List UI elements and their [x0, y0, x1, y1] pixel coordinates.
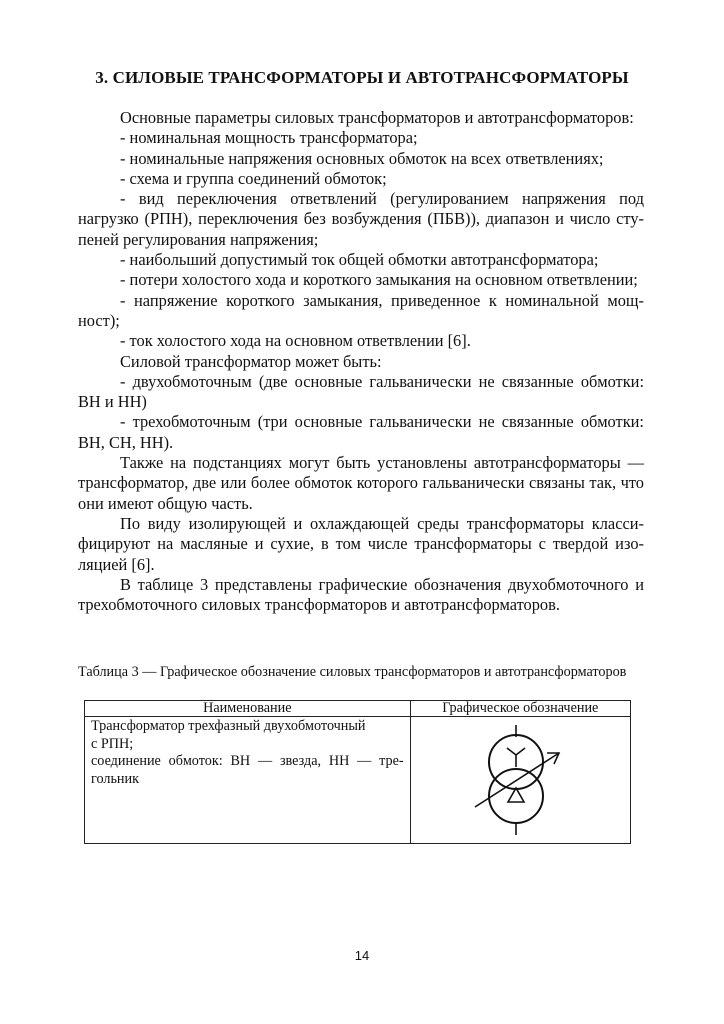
- paragraph: - напряжение короткого замыкания, приведенное к номинальной мощност);: [78, 290, 644, 330]
- column-header-name: Наименование: [85, 701, 411, 717]
- paragraph: Основные параметры силовых трансформаторов и автотрансформаторов:: [120, 108, 634, 127]
- paragraph: - трехобмоточным (три основные гальванически не связанные обмотки: ВН, СН, НН).: [78, 412, 644, 452]
- name-line: с РПН;: [91, 735, 134, 752]
- paragraph: - номинальная мощность трансформатора;: [120, 128, 418, 148]
- transformer-symbols-table: [84, 700, 631, 844]
- paragraph: - ток холостого хода на основном ответвлении [6].: [120, 331, 471, 351]
- paragraph: - двухобмоточным (две основные гальванически не связанные обмотки: ВН и НН): [78, 371, 644, 412]
- paragraph: - наибольший допустимый ток общей обмотки автотрансформатора;: [120, 250, 599, 270]
- table-row: [85, 717, 631, 844]
- name-cell: [85, 717, 411, 844]
- name-line: соединение обмоток: ВН — звезда, НН — трегольник: [91, 753, 404, 787]
- paragraph: - схема и группа соединений обмоток;: [120, 168, 387, 188]
- paragraph: В таблице 3 представлены графические обозначения двухобмоточного и трехобмоточного силовых трансформаторов и автотрансформаторов.: [78, 574, 644, 615]
- name-line: Трансформатор трехфазный двухобмоточный: [91, 718, 366, 734]
- paragraph: Также на подстанциях могут быть установлены автотрансформаторы — трансформатор, две или более обмоток которого гальванически связаны так, что они имеют общую часть.: [78, 453, 644, 513]
- paragraph: - вид переключения ответвлений (регулированием напряжения под нагрузко (РПН), переключения без возбуждения (ПБВ)), диапазон и число ступеней регулирования напряжения;: [78, 189, 644, 249]
- paragraph: - потери холостого хода и короткого замыкания на основном ответвлении;: [120, 270, 638, 290]
- body-text: [78, 108, 644, 615]
- page-number: 14: [354, 948, 370, 963]
- paragraph: - номинальные напряжения основных обмоток на всех ответвлениях;: [120, 148, 604, 168]
- paragraph: Силовой трансформатор может быть:: [120, 351, 382, 371]
- table-header-row: [85, 701, 631, 717]
- two-winding-transformer-with-tap-changer-symbol-icon: [471, 725, 576, 837]
- symbol-cell: [410, 717, 630, 844]
- table-caption: Таблица 3 — Графическое обозначение силовых трансформаторов и автотрансформаторов: [78, 664, 627, 680]
- column-header-symbol: Графическое обозначение: [410, 701, 630, 717]
- paragraph: По виду изолирующей и охлаждающей среды трансформаторы классифицируют на масляные и сухие, в том числе трансформаторы с твердой изоляцией [6].: [78, 513, 644, 574]
- section-heading: 3. СИЛОВЫЕ ТРАНСФОРМАТОРЫ И АВТОТРАНСФОРМАТОРЫ: [95, 68, 629, 87]
